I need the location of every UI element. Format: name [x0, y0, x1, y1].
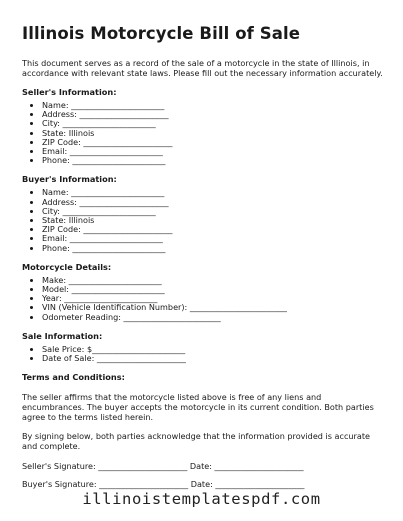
- document-page: [22, 24, 384, 497]
- motorcycle-make-field: • Make: _______________________: [42, 276, 384, 285]
- seller-state-field: • State: Illinois: [42, 129, 384, 138]
- sale-price-field: • Sale Price: $_______________________: [42, 345, 384, 354]
- buyer-email-field: • Email: _______________________: [42, 234, 384, 243]
- seller-phone-field: • Phone: _______________________: [42, 156, 384, 165]
- document-title: Illinois Motorcycle Bill of Sale: [22, 24, 301, 43]
- terms-heading: Terms and Conditions:: [22, 372, 125, 383]
- buyer-phone-field: • Phone: _______________________: [42, 244, 384, 253]
- buyer-heading: Buyer's Information:: [22, 174, 117, 185]
- buyer-address-field: • Address: ______________________: [42, 198, 384, 207]
- motorcycle-heading: Motorcycle Details:: [22, 261, 112, 272]
- buyer-name-field: • Name: _______________________: [42, 188, 384, 197]
- motorcycle-vin-field: • VIN (Vehicle Identification Number): ________________________: [42, 303, 384, 312]
- seller-name-field: • Name: _______________________: [42, 101, 384, 110]
- motorcycle-list: [22, 276, 384, 322]
- buyer-state-field: • State: Illinois: [42, 216, 384, 225]
- watermark: illinoistemplatespdf.com: [82, 490, 321, 508]
- acknowledgement-paragraph: By signing below, both parties acknowledge that the information provided is accurate and complete.: [22, 431, 370, 452]
- terms-paragraph: The seller affirms that the motorcycle listed above is free of any liens and encumbrances. The buyer accepts the motorcycle in its current condition. Both parties agree to the terms listed herein.: [22, 392, 374, 423]
- buyer-signature-line: Buyer's Signature: ______________________ Date: ______________________: [22, 479, 305, 490]
- motorcycle-odometer-field: • Odometer Reading: ________________________: [42, 313, 384, 322]
- seller-signature-line: Seller's Signature: ______________________ Date: ______________________: [22, 461, 304, 472]
- sale-date-field: • Date of Sale: ______________________: [42, 354, 384, 363]
- seller-address-field: • Address: ______________________: [42, 110, 384, 119]
- seller-city-field: • City: _______________________: [42, 119, 384, 128]
- buyer-city-field: • City: _______________________: [42, 207, 384, 216]
- buyer-list: [22, 188, 384, 252]
- sale-heading: Sale Information:: [22, 330, 103, 341]
- seller-email-field: • Email: _______________________: [42, 147, 384, 156]
- intro-paragraph: This document serves as a record of the sale of a motorcycle in the state of Illinois, in accordance with relevant state laws. Please fill out the necessary information accurately.: [22, 58, 383, 78]
- buyer-zip-field: • ZIP Code: ______________________: [42, 225, 384, 234]
- seller-list: [22, 101, 384, 165]
- seller-heading: Seller's Information:: [22, 87, 117, 97]
- motorcycle-model-field: • Model: _______________________: [42, 285, 384, 294]
- motorcycle-year-field: • Year: _______________________: [42, 294, 384, 303]
- seller-zip-field: • ZIP Code: ______________________: [42, 138, 384, 147]
- sale-list: [22, 345, 384, 363]
